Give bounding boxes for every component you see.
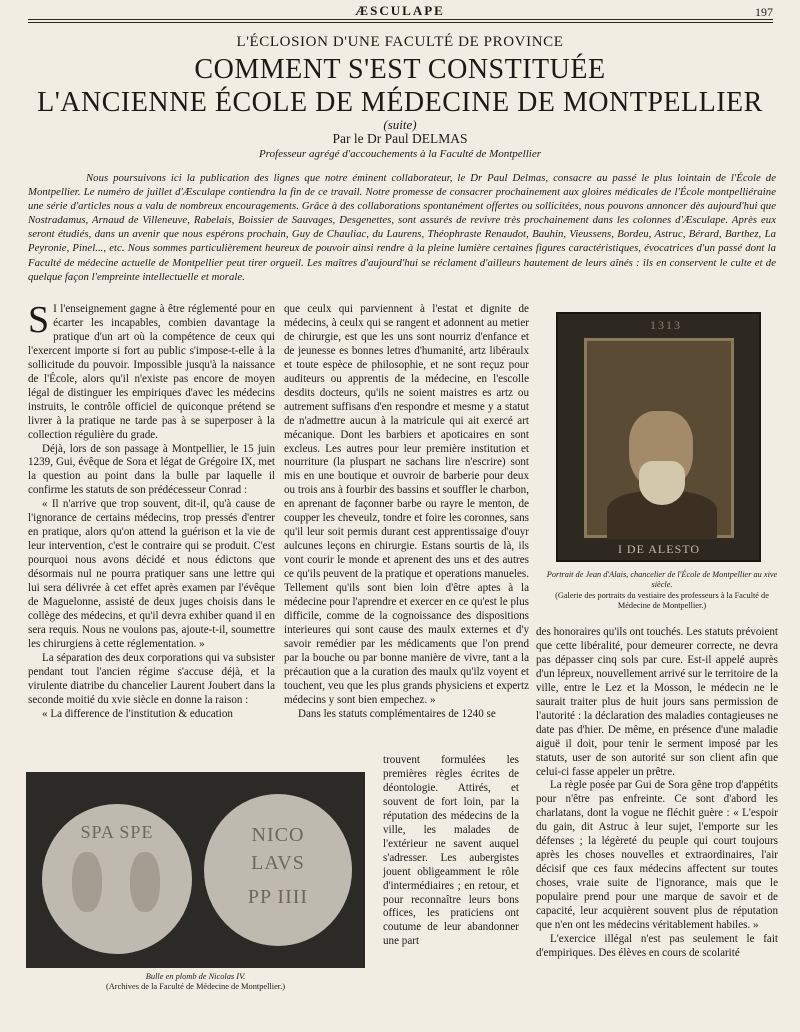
header-rule (28, 19, 773, 20)
article-kicker: L'ÉCLOSION D'UNE FACULTÉ DE PROVINCE (236, 34, 564, 50)
header-rule-thin (28, 22, 773, 23)
page-number: 197 (755, 5, 773, 19)
column-right-paragraph-2: La règle posée par Gui de Sora gêne trop d'appétits pour n'être pas enfreinte. Ce sont d'abord les charlatans, dont la vogue ne fléchit guère : « L'espoir du gain, dit Astruc à leur sujet, l'emporte sur les défenses ; la légèreté du peuple qui court toujours après les choses nouvelles et extraordinaires, l'air décisif que ces faux médecins affectent sur toutes choses, vraie suite de l'ignorance, mais que le populaire prend pour une marque de savoir et de capacité, leur acquièrent souvent plus de réputation que n'en ont les médecins véritablement habiles. » (536, 779, 778, 932)
column-middle-paragraph-2: Dans les statuts complémentaires de 1240 se (298, 707, 496, 720)
portrait-caption-title: Portrait de Jean d'Alais, chancelier de l'École de Montpellier au xive siècle. (546, 570, 778, 590)
seal-caption (26, 972, 365, 993)
column-right-paragraph-3: L'exercice illégal n'est pas seulement le fait d'empiriques. Des élèves en cours de scolarité (536, 932, 778, 959)
seal-reverse-line-2: LAVS (251, 852, 305, 874)
column-middle-continued-paragraph: trouvent formulées les premières règles écrites de déontologie. Attirés, et souvent de fort loin, par la réputation des médecins de la ville, les malades de l'extérieur ne savent auquel s'adresser. Les aubergistes jouent obligeamment le rôle d'intermédiaires ; en retour, et pour reconnaître leurs bons offices, les praticiens ont coutume de leur abandonner une part (383, 754, 519, 948)
paragraph-text: I l'enseignement gagne à être réglementé pour en écarter les incapables, combien davantage la pratique d'un art où la compétence de ceux qui l'exercent importe si fort au public s'impose-t-elle à la sollicitude du pouvoir. Impossible jusqu'à la naissance de l'École, alors qu'il n'existe pas encore de moyen légal de distinguer les empiriques d'avec les médecins instruits, le contrôle officiel de quiconque prétend se livrer à la pratique ne tarde pas à se superposer à la collection régulière du grade. (28, 303, 275, 441)
running-head: ÆSCULAPE (355, 3, 445, 18)
seal-figure (26, 772, 365, 968)
seal-reverse-line-3: PP IIII (247, 886, 309, 908)
article-suite: (suite) (383, 117, 417, 132)
portrait-caption-source: (Galerie des portraits du vestiaire des professeurs à la Faculté de Médecine de Montpellier.) (555, 590, 769, 610)
seal-obverse (42, 804, 192, 954)
seal-obverse-text: SPA SPE (80, 822, 154, 842)
column-middle-continued (383, 754, 519, 949)
article-title-line-2: L'ANCIENNE ÉCOLE DE MÉDECINE DE MONTPELLIER (37, 87, 763, 118)
author-title: Professeur agrégé d'accouchements à la Faculté de Montpellier (258, 148, 542, 160)
portrait-panel (584, 338, 734, 538)
column-left-paragraph-1 (28, 299, 275, 443)
seal-caption-source: (Archives de la Faculté de Médecine de Montpellier.) (105, 982, 286, 992)
seal-reverse (204, 794, 352, 946)
seal-reverse-line-1: NICO (251, 824, 305, 846)
column-left (28, 299, 275, 722)
drop-cap: S (28, 299, 50, 341)
column-middle (284, 303, 529, 722)
column-left-paragraph-3: « Il n'arrive que trop souvent, dit-il, qu'à cause de l'ignorance de certains médecins, trop pressés d'entrer en pratique, alors qu'on attend la guérison et la vie de leur intervention, c'est le contraire qui se produit. C'est pourquoi nous avons décidé et nous édictons que désormais nul ne pourra pratiquer sans une lettre qui lui sera délivrée à cet effet après examen par l'évêque de Maguelonne, assisté de deux juges choisis dans le collège des médecins, et qu'il devra exhiber quand il en sera requis. Nous ne voulons pas, ajoute-t-il, soumettre les chirurgiens à cette réglementation. » (28, 498, 275, 650)
seal-face-left (72, 852, 102, 912)
portrait-plaque: I DE ALESTO (617, 542, 701, 556)
seal-face-right (130, 852, 160, 912)
column-left-paragraph-4: La séparation des deux corporations qui va subsister pendant tout l'ancien régime s'accuse déjà, et la virulente diatribe du chancelier Laurent Joubert dans la seconde moitié du xvie siècle en donne la raison : (28, 651, 275, 706)
portrait-beard (639, 461, 685, 505)
article-byline: Par le Dr Paul DELMAS (332, 131, 468, 146)
column-right-paragraph-1: des honoraires qu'ils ont touchés. Les statuts prévoient que cette libéralité, pour demeurer correcte, ne devra pas dépasser cinq sols par cure. Est-il appelé auprès d'un lépreux, nouvellement arrivé sur le territoire de la ville, entre le Lez et la Mosson, le médecin ne le saurait traiter plus de huit jours sans permission de l'autorité : la déclaration des maladies contagieuses ne date pas d'hier. De même, en présence d'une maladie aiguë il doit, pour tenir le serment imposé par les statuts, user de son autorité sur son client afin que celui-ci fasse appeler un prêtre. (536, 626, 778, 778)
column-right (536, 626, 778, 961)
portrait-caption (546, 570, 778, 611)
column-left-paragraph-5: « La difference de l'institution & education (42, 707, 233, 720)
portrait-figure (556, 312, 761, 562)
column-left-paragraph-2: Déjà, lors de son passage à Montpellier, le 15 juin 1239, Gui, évêque de Sora et légat de Grégoire IX, met la question au point dans la bulle par laquelle il confirme les statuts de son prédécesseur Conrad : (28, 442, 275, 497)
column-middle-paragraph-1: que ceulx qui parviennent à l'estat et dignite de médecins, à ceulx qui se rangent et adonnent au metier de chirurgie, est que les uns sont nourriz d'enfance et de jeunesse es bonnes letres d'humanité, artz libéraulx et toute espèce de philosophie, et ne sont reçuz pour auditeurs ou apprentis de la médecine, en l'escolle desdits docteurs, qu'ils ne soient maistres es artz ou autrement suffisans d'en respondre et mesme y a statut de n'admettre aucun à la matricule qui ait exercé art mécanique. Dont les barbiers et apoticaires en sont excleus. Les autres pour leur première institution et nourriture (la pluspart ne sachans lire n'escrire) sont mis en une boutique et ouvroir de barberie pour deux ou trois ans à fourbir des bassins et souffler le charbon, en aprenant de façonner barbe ou rayre le menton, de coupper les cheveulz, tondre et foire les coronnes, sans qu'il leur soit permis durant cest apprentissaige d'ouyr aulcunes leçons en chirurgie. Estans sourtis de là, ils vont courir le monde et aprenent des uns et des autres ce qu'ils peuvent de la pratique et operations manueles. Tellement qu'ils sont bien loin d'être aptes à la médecine pour l'aprendre et exercer en ce qu'est le plus difficile, comme de la cognoissance des dispositions interieures qui sont cause des maulx externes et d'y savoir remédier par les médicaments que l'on prend par la bouche ou par bonne manière de vivre, tant a la précaution que a la curation des maulx qu'ilz voyent et touchent, veu que les plus grands physiciens et expertz médecins y sont bien empechez. » (284, 303, 529, 706)
article-title-line-1: COMMENT S'EST CONSTITUÉE (194, 54, 606, 85)
seal-caption-title: Bulle en plomb de Nicolas IV. (145, 972, 246, 981)
editorial-intro: Nous poursuivons ici la publication des lignes que notre éminent collaborateur, le Dr Paul Delmas, consacre au passé le plus lointain de l'École de Montpellier. Le numéro de juillet d'Æsculape contiendra la fin de ce travail. Notre promesse de consacrer prochainement aux gloires médicales de l'École montpelliéraine une série d'articles nous a valu de nombreux encouragements. Grâce à des collaborations spontanément offertes ou sollicitées, nous pouvons annoncer dès aujourd'hui que Nostradamus, Arnaud de Villeneuve, Rabelais, Boissier de Sauvages, Desgenettes, sont assurés de revivre très prochainement dans les colonnes d'Æsculape. Après eux seront étudiés, dans un avenir que nous espérons prochain, Guy de Chauliac, du Laurens, Théophraste Renaudot, Bauhin, Vieussens, Bordeu, Astruc, Bérard, Barthez, La Peyronie, Pinel..., etc. Nous sommes particulièrement heureux de pouvoir ainsi rendre à la pleine lumière certaines figures caractéristiques, évocatrices d'un passé dont la Faculté de médecine actuelle de Montpellier peut tirer orgueil. Les maîtres d'aujourd'hui se réclament d'ailleurs hautement de leurs aînés : ils en conservent le culte et de quelque façon l'empreinte intellectuelle et morale. (28, 172, 776, 283)
portrait-year-inscription: 1313 (650, 318, 682, 332)
